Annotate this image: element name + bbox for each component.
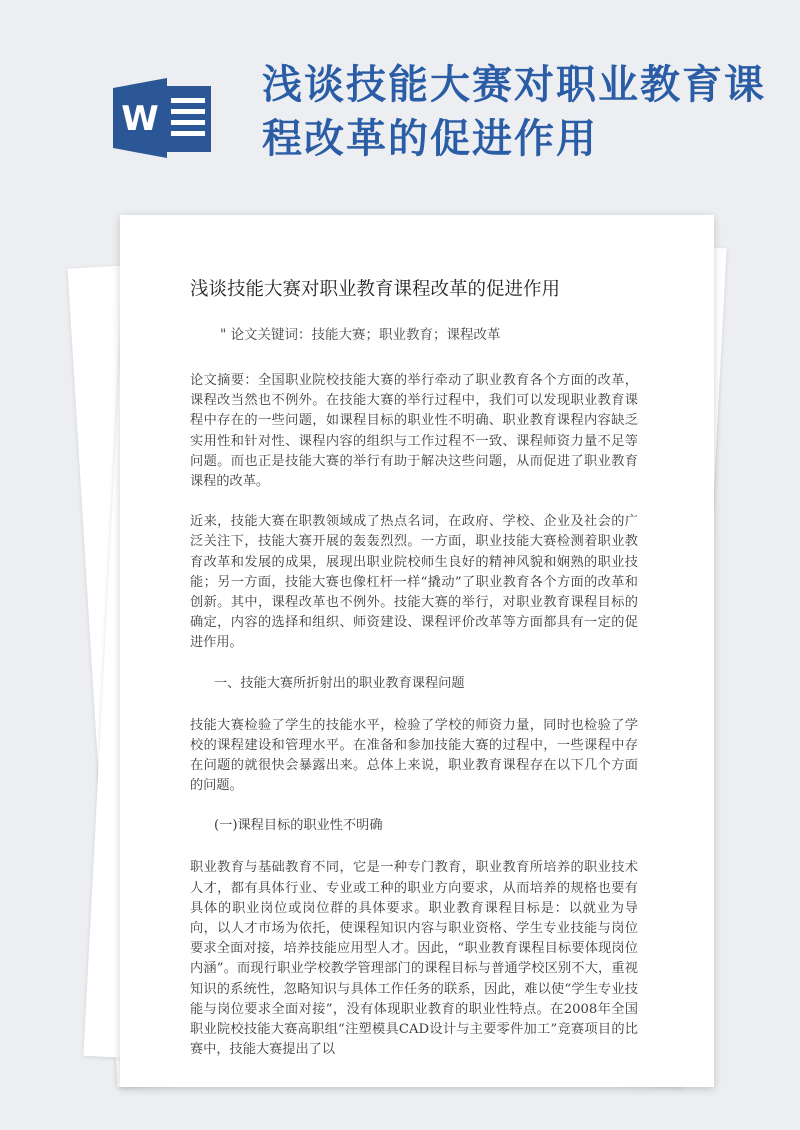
- word-document-icon: [113, 78, 213, 158]
- section-heading: 一、技能大赛所折射出的职业教育课程问题: [214, 675, 465, 691]
- section-paragraph: 技能大赛检验了学生的技能水平，检验了学校的师资力量，同时也检验了学校的课程建设和管理水平。在准备和参加技能大赛的过程中，一些课程中存在问题的就很快会暴露出来。总体上来说，职业教育课程存在以下几个方面的问题。: [190, 717, 638, 794]
- document-page: [120, 215, 714, 1087]
- page-title: 浅谈技能大赛对职业教育课程改革的促进作用: [262, 62, 766, 162]
- word-icon-letter: W: [121, 99, 159, 139]
- subsection-heading: (一)课程目标的职业性不明确: [214, 818, 383, 834]
- document-content: [190, 277, 638, 1080]
- intro-paragraph: 近来，技能大赛在职教领域成了热点名词，在政府、学校、企业及社会的广泛关注下，技能大赛开展的轰轰烈烈。一方面，职业技能大赛检测着职业教育改革和发展的成果，展现出职业院校师生良好的精神风貌和娴熟的职业技能；另一方面，技能大赛也像杠杆一样“撬动”了职业教育各个方面的改革和创新。其中，课程改革也不例外。技能大赛的举行，对职业教育课程目标的确定，内容的选择和组织、师资建设、课程评价改革等方面都具有一定的促进作用。: [190, 514, 638, 651]
- abstract-paragraph: 论文摘要：全国职业院校技能大赛的举行牵动了职业教育各个方面的改革，课程改当然也不例外。在技能大赛的举行过程中，我们可以发现职业教育课程中存在的一些问题，如课程目标的职业性不明确、职业教育课程内容缺乏实用性和针对性、课程内容的组织与工作过程不一致、课程师资力量不足等问题。而也正是技能大赛的举行有助于解决这些问题，从而促进了职业教育课程的改革。: [190, 373, 638, 490]
- subsection-paragraph: 职业教育与基础教育不同，它是一种专门教育，职业教育所培养的职业技术人才，都有具体行业、专业或工种的职业方向要求，从而培养的规格也要有具体的职业岗位或岗位群的具体要求。职业教育课程目标是：以就业为导向，以人才市场为依托，使课程知识内容与职业资格、学生专业技能与岗位要求全面对接，培养技能应用型人才。因此，“职业教育课程目标要体现岗位内涵”。而现行职业学校教学管理部门的课程目标与普通学校区别不大，重视知识的系统性，忽略知识与具体工作任务的联系，因此，难以使“学生专业技能与岗位要求全面对接”，没有体现职业教育的职业性特点。在2008年全国职业院校技能大赛高职组“注塑模具CAD设计与主要零件加工”竞赛项目的比赛中，技能大赛提出了以: [190, 860, 638, 1058]
- paper-title: 浅谈技能大赛对职业教育课程改革的促进作用: [190, 279, 561, 300]
- keywords-line: " 论文关键词：技能大赛；职业教育；课程改革: [220, 327, 501, 343]
